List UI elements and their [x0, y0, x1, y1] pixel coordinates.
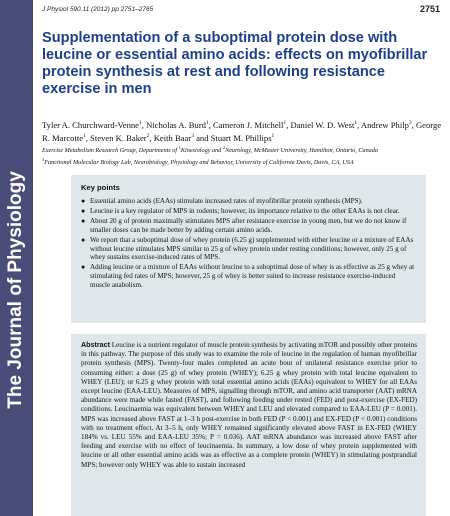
key-point-item: ● Leucine is a key regulator of MPS in rodents; however, its importance relative to the other EAAs is not clear. [81, 206, 400, 215]
key-points-heading: Key points [81, 183, 120, 192]
affiliations [42, 144, 444, 167]
author-affiliation-mark: 1 [283, 120, 287, 126]
key-point-item: ● About 20 g of protein maximally stimulates MPS after resistance exercise in young men, but we do not know if smaller doses can be made better by adding certain amino acids. [81, 216, 407, 234]
journal-name: The Journal of Physiology [5, 171, 26, 409]
author-name: Tyler A. Churchward-Venne [42, 119, 140, 130]
abstract-text: Leucine is a nutrient regulator of muscle protein synthesis by activating mTOR and possibly other proteins in this pathway. The purpose of this study was to examine the role of leucine in the regulation of human myofibrillar protein synthesis (MPS). Twenty-four males completed an acute bout of unilateral resistance exercise prior to consuming either: a dose (25 g) of whey protein (WHEY); 6.25 g whey protein with total leucine equivalent to WHEY (LEU); or 6.25 g whey protein with total essential amino acids (EAAs) equivalent to WHEY for all EAAs except leucine (EAA-LEU). Measures of MPS, signalling through mTOR, and amino acid transporter (AAT) mRNA abundance were made while fasted (FAST), and following feeding under rested (FED) and post-exercise (EX-FED) conditions. Leucinaemia was equivalent between WHEY and LEU and elevated compared to EAA-LEU (P = 0.001). MPS was increased above FAST at 1–3 h post-exercise in both FED (P < 0.001) and EX-FED (P < 0.001) conditions with no treatment effect. At 3–5 h, only WHEY remained significantly elevated above FAST in EX-FED (WHEY 184% vs. LEU 55% and EAA-LEU 35%; P = 0.036). AAT mRNA abundance was increased above FAST after feeding and exercise with no effect of leucinaemia. In summary, a low dose of whey protein supplemented with leucine or all other essential amino acids was as effective as a complete protein (WHEY) in stimulating postprandial MPS; however only WHEY was able to sustain increased [81, 341, 417, 469]
bullet-icon: ● [81, 197, 86, 205]
running-head: J Physiol 590.11 (2012) pp 2751–2765 [42, 6, 154, 13]
author-name: Stuart M. Phillips [210, 132, 272, 143]
author-affiliation-mark: 2 [146, 132, 150, 139]
author-name: Keith Baar [153, 132, 192, 143]
key-point-item: ● Essential amino acids (EAAs) stimulate increased rates of myofibrillar protein synthesis (MPS). [81, 197, 363, 205]
bullet-icon: ● [81, 263, 86, 272]
journal-sidebar [0, 0, 33, 516]
author-affiliation-mark: 3 [408, 120, 412, 126]
abstract-box [71, 334, 426, 516]
bullet-icon: ● [81, 206, 86, 215]
author-name: Daniel W. D. West [290, 119, 355, 130]
bullet-icon: ● [81, 235, 86, 244]
abstract-label: Abstract [81, 341, 110, 349]
key-point-item: ● Adding leucine or a mixture of EAAs without leucine to a suboptimal dose of whey is as effective as 25 g whey at stimulating fed rates of MPS; however, 25 g of whey is better suited to increase resistance exercise-induced muscle anabolism. [81, 263, 415, 290]
author-name: Nicholas A. Burd [146, 119, 206, 130]
author-affiliation-mark: 1 [139, 120, 142, 126]
author-affiliation-mark: 1 [205, 120, 209, 126]
author-affiliation-mark: 3 [191, 132, 194, 139]
key-point-item: ● We report that a suboptimal dose of whey protein (6.25 g) supplemented with either leucine or a mixture of EAAs without leucine stimulates MPS similar to 25 g of whey protein under resting conditions; however, only 25 g of whey sustains exercise-induced rates of MPS. [81, 235, 414, 262]
author-list: Tyler A. Churchward-Venne$^1$, Nicholas A. Burd$^1$, Cameron J. Mitchell$^1$, Daniel W. D. West$^1$, Andrew Philp$^3$, George R. Marcotte$^1$, Steven K. Baker$^2$, Keith Baar$^3$ and Stuart M. Phillips$^1$ [42, 119, 442, 143]
bullet-icon: ● [81, 216, 86, 225]
affiliation-1: Exercise Metabolism Research Group, Departments of $^1$Kinesiology and $^2$Neurology, McMaster University, Hamilton, Ontario, Canada [42, 145, 378, 155]
key-points-box [71, 175, 426, 323]
author-affiliation-mark: 1 [271, 132, 275, 139]
author-affiliation-mark: 1 [83, 132, 86, 139]
author-name: Andrew Philp [360, 119, 409, 130]
author-name: Steven K. Baker [90, 132, 147, 143]
author-affiliation-mark: 1 [354, 120, 358, 126]
author-name: George R. Marcotte [42, 119, 442, 143]
article-title: Supplementation of a suboptimal protein dose with leucine or essential amino acids: effects on myofibrillar protein synthesis at rest and following resistance exercise in men [42, 30, 428, 97]
page-number: 2751 [419, 4, 440, 14]
affiliation-2: $^3$Functional Molecular Biology Lab, Neurobiology, Physiology and Behavior, University of California Davis, Davis, CA, USA [42, 156, 354, 166]
key-points-list [81, 197, 417, 290]
author-name: Cameron J. Mitchell [213, 119, 284, 130]
